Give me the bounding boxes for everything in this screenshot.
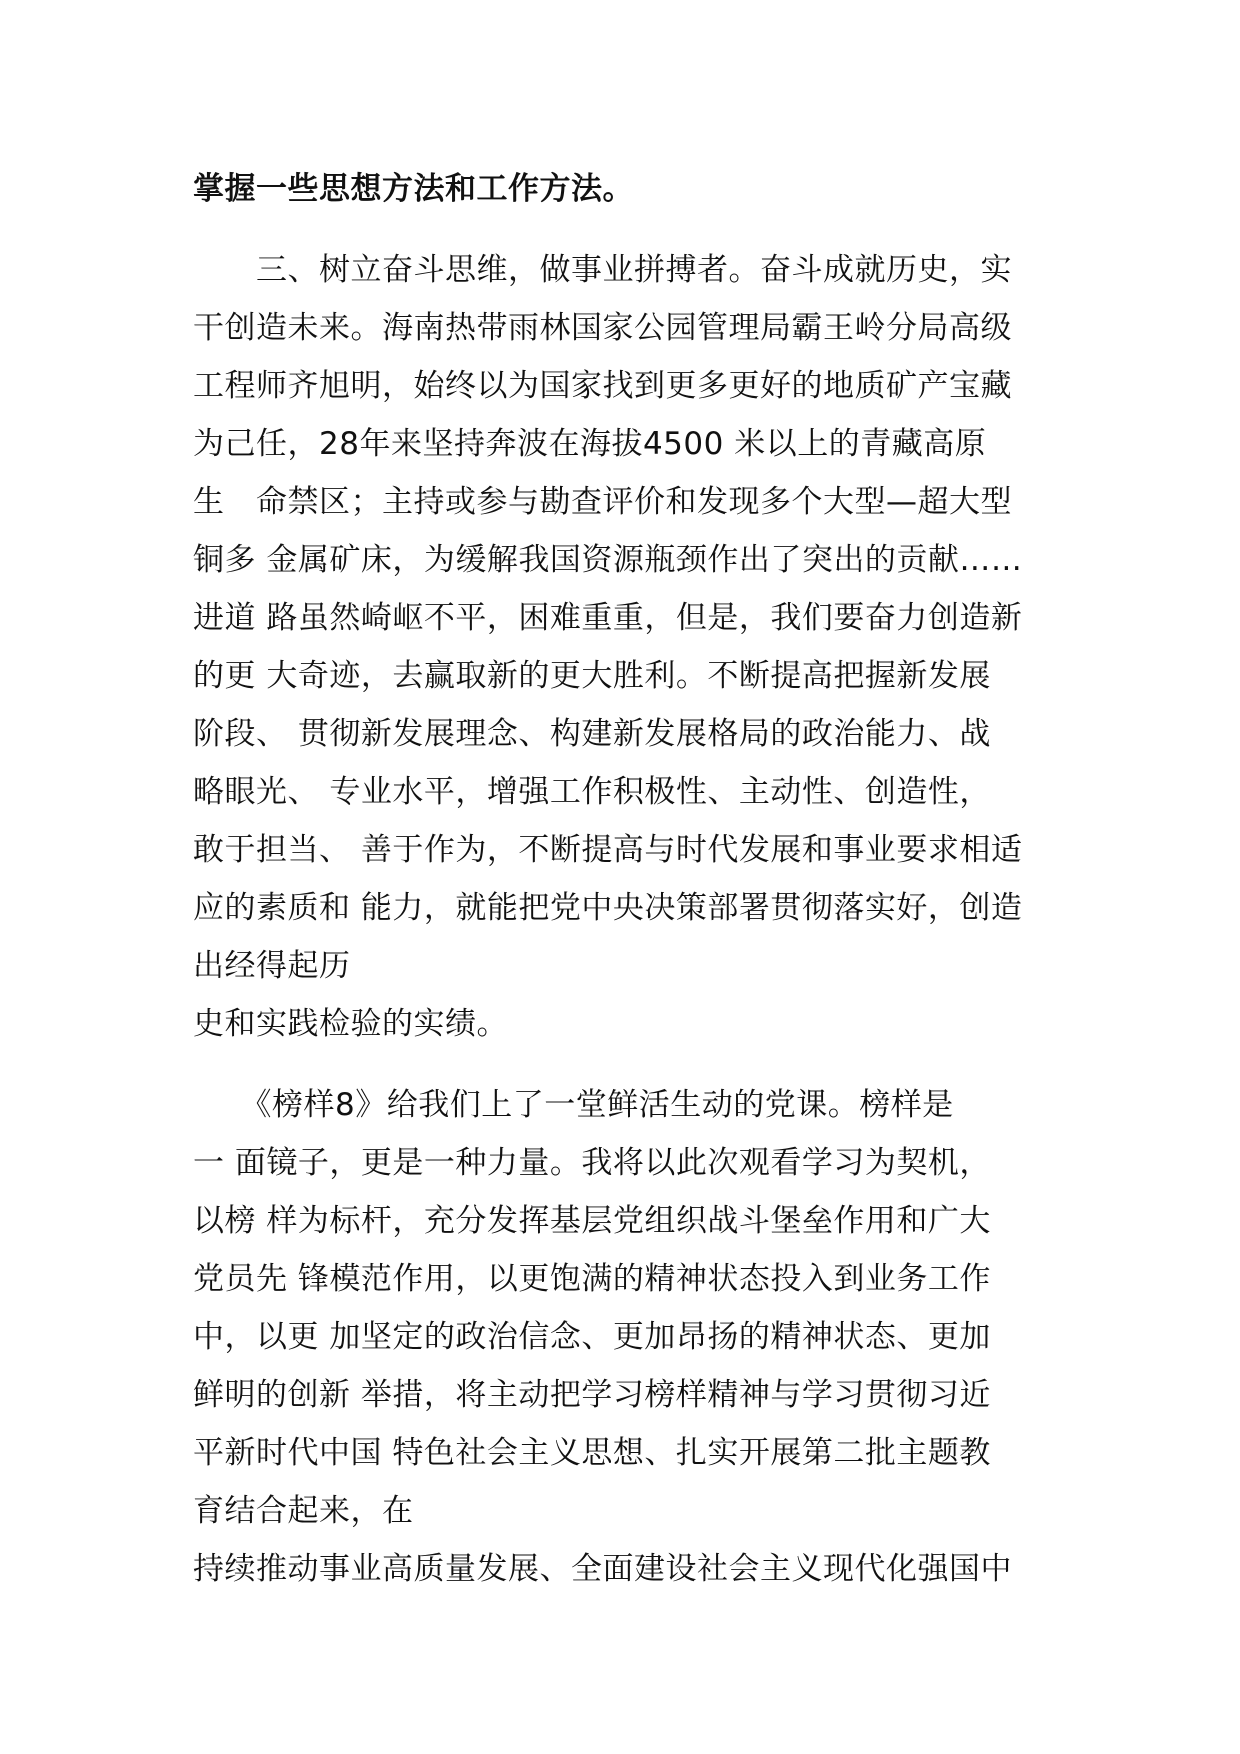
text-line: 平新时代中国 特色社会主义思想、扎实开展第二批主题教	[193, 1435, 991, 1471]
text-line: 生 命禁区；主持或参与勘查评价和发现多个大型—超大型	[193, 484, 1012, 520]
body-text	[193, 160, 1073, 1598]
text-line: 史和实践检验的实绩。	[193, 1006, 508, 1042]
text-line: 持续推动事业高质量发展、全面建设社会主义现代化强国中	[193, 1551, 1012, 1587]
text-line: 中，以更 加坚定的政治信念、更加昂扬的精神状态、更加	[193, 1319, 991, 1355]
text-line: 阶段、 贯彻新发展理念、构建新发展格局的政治能力、战	[193, 716, 991, 752]
text-line: 育结合起来，在	[193, 1493, 414, 1529]
paragraph-2	[193, 241, 1073, 1053]
text-line: 略眼光、 专业水平，增强工作积极性、主动性、创造性，	[193, 774, 991, 810]
text-line: 以榜 样为标杆，充分发挥基层党组织战斗堡垒作用和广大	[193, 1203, 991, 1239]
paragraph-3	[193, 1076, 1073, 1598]
text-line: 干创造未来。海南热带雨林国家公园管理局霸王岭分局高级	[193, 310, 1012, 346]
text-line: 为己任，28年来坚持奔波在海拔4500 米以上的青藏高原	[193, 426, 987, 462]
text-line: 鲜明的创新 举措，将主动把学习榜样精神与学习贯彻习近	[193, 1377, 991, 1413]
text-line: 一 面镜子，更是一种力量。我将以此次观看学习为契机，	[193, 1145, 991, 1181]
text-line: 《榜样8》给我们上了一堂鲜活生动的党课。榜样是	[193, 1087, 954, 1123]
paragraph-gap	[193, 218, 1073, 241]
text-line: 进道 路虽然崎岖不平，困难重重，但是，我们要奋力创造新	[193, 600, 1023, 636]
text-line: 党员先 锋模范作用，以更饱满的精神状态投入到业务工作	[193, 1261, 991, 1297]
text-line: 工程师齐旭明，始终以为国家找到更多更好的地质矿产宝藏	[193, 368, 1012, 404]
text-line: 掌握一些思想方法和工作方法。	[193, 171, 634, 207]
text-line: 的更 大奇迹，去赢取新的更大胜利。不断提高把握新发展	[193, 658, 991, 694]
text-line: 应的素质和 能力，就能把党中央决策部署贯彻落实好，创造	[193, 890, 1023, 926]
text-line: 三、树立奋斗思维，做事业拼搏者。奋斗成就历史，实	[193, 252, 1012, 288]
text-line: 出经得起历	[193, 948, 351, 984]
text-line: 铜多 金属矿床，为缓解我国资源瓶颈作出了突出的贡献……	[193, 542, 1023, 578]
paragraph-gap	[193, 1053, 1073, 1076]
text-line: 敢于担当、 善于作为，不断提高与时代发展和事业要求相适	[193, 832, 1023, 868]
paragraph-1	[193, 160, 1073, 218]
